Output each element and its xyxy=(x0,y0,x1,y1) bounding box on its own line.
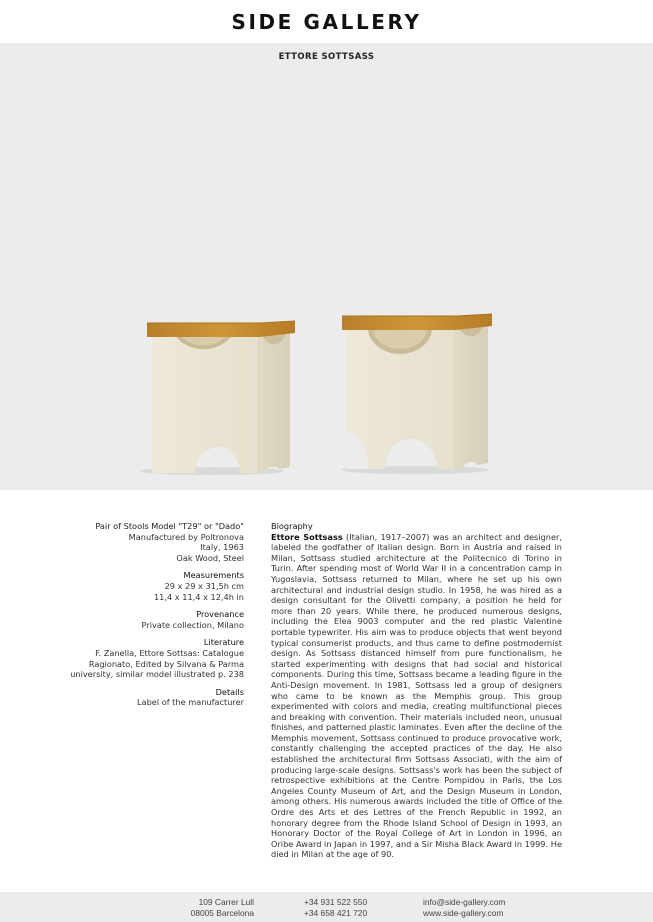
product-details xyxy=(70,521,244,715)
email-link[interactable]: info@side-gallery.com xyxy=(423,897,506,907)
product-materials: Oak Wood, Steel xyxy=(176,552,244,563)
footer-phones xyxy=(304,897,394,919)
literature-label: Literature xyxy=(203,637,244,648)
measurements-in: 11,4 x 11,4 x 12,4h in xyxy=(153,591,244,602)
provenance-section xyxy=(70,609,244,630)
product-title: Pair of Stools Model "T29" or "Dado" xyxy=(95,521,244,531)
address-line2: 08005 Barcelona xyxy=(190,908,254,918)
image-area xyxy=(0,43,653,490)
provenance-label: Provenance xyxy=(196,609,244,620)
artist-name: ETTORE SOTTSASS xyxy=(278,52,375,62)
measurements-cm: 29 x 29 x 31,5h cm xyxy=(164,580,244,591)
details-label: Details xyxy=(215,686,244,697)
product-info xyxy=(70,521,244,563)
details-value: Label of the manufacturer xyxy=(137,697,244,708)
product-origin: Italy, 1963 xyxy=(200,542,244,553)
address-line1: 109 Carrer Lull xyxy=(198,897,254,907)
measurements-label: Measurements xyxy=(183,570,244,581)
biography-section xyxy=(271,521,562,860)
product-manufacturer: Manufactured by Poltronova xyxy=(128,531,244,542)
literature-section xyxy=(70,637,244,679)
brand-logo[interactable]: SIDE GALLERY xyxy=(231,9,422,34)
footer-address xyxy=(130,897,254,919)
biography-text xyxy=(271,532,562,860)
phone-link-1[interactable]: +34 931 522 550 xyxy=(304,897,368,907)
phone-link-2[interactable]: +34 658 421 720 xyxy=(304,908,368,918)
provenance-value: Private collection, Milano xyxy=(141,619,244,630)
stool-left xyxy=(147,321,295,473)
literature-value: F. Zanella, Ettore Sottsas: Catalogue Ragionato, Edited by Silvana & Parma university, similar model illustrated p. 238 xyxy=(70,647,244,680)
measurements-section xyxy=(70,570,244,602)
biography-label: Biography xyxy=(271,521,313,531)
website-link[interactable]: www.side-gallery.com xyxy=(423,908,504,918)
header xyxy=(0,0,653,43)
footer xyxy=(0,892,653,922)
biography-body: (Italian, 1917–2007) was an architect and designer, labeled the godfather of italian design. Born in Austria and raised in Milan, Sottsass studied architecture at the Politecnico di Torino in Turin. After spending most of World War II in a concentration camp in Yugoslavia, Sottsass returned to Milan, where he set up his own architectural and industrial design studio. In 1958, he was hired as a design consultant for the Olivetti company, a position he held for more than 20 years. While there, he produced numerous designs, including the Elea 9003 computer and the red plastic Valentine portable typewriter. His aim was to produce objects that went beyond typical consumerist products, and thus came to define postmodernist design. As Sottsass distanced himself from pure functionalism, he started experimenting with designs that had social and historical components. During this time, Sottsass became a leading figure in the Anti-Design movement. In 1981, Sottsass led a group of designers who came to be known as the Memphis group. This group experimented with colors and media, creating multifunctional pieces and breaking with convention. Their materials included neon, unusual finishes, and patterned plastic laminates. Even after the decline of the Memphis movement, Sottsass continued to produce provocative work, constantly challenging the accepted practices of the day. He also established the architectural firm Sottsass Associati, with the aim of producing large-scale designs. Sottsass's work has been the subject of retrospective exhibitions at the Centre Pompidou in Paris, the Los Angeles County Museum of Art, and the Design Museum in London, among others. His numerous awards included the title of Office of the Ordre des Arts et des Lettres of the French Republic in 1992, an honorary degree from the Rhode Island School of Design in 1993, an Honorary Doctor of the Royal College of Art in London in 1996, an Oribe Award in Japan in 1997, and a Sir Misha Black Award in 1999. He died in Milan at the age of 90. xyxy=(271,531,562,860)
details-section xyxy=(70,687,244,708)
biography-name: Ettore Sottsass xyxy=(271,531,343,542)
stool-right xyxy=(342,314,492,469)
product-photo xyxy=(130,283,530,483)
footer-contact xyxy=(423,897,553,919)
